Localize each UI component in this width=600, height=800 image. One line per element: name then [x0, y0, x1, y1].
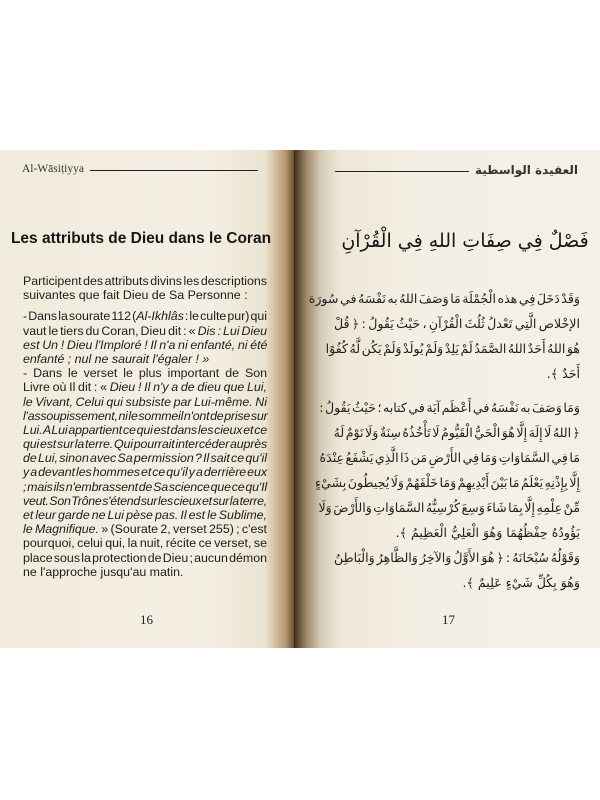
french-body-text: [23, 274, 267, 579]
quote-segment: veut. Son Trône s'étend sur les cieux et sur la terre,: [23, 493, 267, 508]
text-line: [23, 536, 267, 550]
text-segment: pourquoi, celui qui, la nuit, récite ce verset, se: [23, 536, 267, 551]
text-segment: suivantes que fait Dieu de Sa Personne :: [23, 288, 248, 303]
text-line: [23, 437, 267, 451]
quote-segment: Al-Ikhlâs: [136, 309, 184, 324]
quote-segment: l'assoupissement, ni le sommeil n'ont de prise sur: [23, 408, 268, 423]
arabic-text-line: إِلَّا بِإِذْنِهِ يَعْلَمُ مَا بَيْنَ أَيْدِيهِمْ وَمَا خَلْفَهُمْ وَلَا يُحِيطُونَ بِشَيْءٍ: [315, 475, 580, 490]
quote-segment: de Lui, sinon avec Sa permission ? Il sait ce qu'il: [23, 451, 267, 466]
quote-segment: et leur garde ne Lui pèse pas. Il est le Sublime,: [23, 508, 267, 522]
quote-segment: Dieu ! Il n'y a de dieu que Lui,: [109, 380, 267, 395]
text-line: [23, 423, 267, 437]
quote-segment: y a devant les hommes et ce qu'il y a derrière eux: [23, 465, 267, 480]
arabic-text-line: وَقَدْ دَخَلَ فِي هذه الْجُمْلَة مَا وَصَفَ اللهُ به نَفْسَهُ في سُورَة: [308, 291, 580, 306]
arabic-text-line: مَا فِي السَّمَاوَاتِ وَمَا فِي الأَرْضِ مَن ذَا الَّذِي يَشْفَعُ عِنْدَهُ: [319, 450, 580, 465]
text-segment: vaut le tiers du Coran, Dieu dit : «: [23, 323, 198, 338]
text-segment: : le culte pur) qui: [183, 309, 267, 324]
chapter-title-arabic: فَصْلٌ فِي صِفَاتِ اللهِ فِي الْقُرْآنِ: [341, 230, 589, 252]
text-line: [23, 338, 267, 352]
text-line: [23, 480, 267, 494]
arabic-body-text: [308, 286, 580, 595]
quote-segment: Dis : Lui Dieu: [197, 323, 267, 338]
text-line: [23, 522, 267, 536]
quote-segment: qui est sur la terre. Qui pourrait intercéder auprès: [23, 437, 267, 452]
quote-segment: le Magnifique.: [23, 522, 100, 537]
arabic-text-line: وَهُوَ بِكُلِّ شَيْءٍ عَلِيمٌ ﴾.: [462, 575, 580, 590]
text-line: [23, 309, 267, 323]
running-head-left: [22, 163, 258, 175]
text-segment: Livre où Il dit : «: [23, 380, 110, 395]
running-head-title: Al-Wāsiṭiyya: [22, 163, 84, 175]
quote-segment: le Vivant, Celui qui subsiste par Lui-même. Ni: [23, 394, 267, 409]
arabic-text-line: أَحَدٌ ﴾.: [546, 366, 580, 381]
text-line: [23, 395, 267, 409]
text-segment: » (Sourate 2, verset 255) ; c'est: [99, 522, 267, 537]
text-segment: ne l'approche jusqu'au matin.: [23, 564, 184, 579]
text-line: [23, 551, 267, 565]
arabic-text-line: وَمَا وَصَفَ به نَفْسَهُ في أَعْظَم آيَة في كتابه ؛ حَيْثُ يَقُولُ :: [319, 400, 580, 415]
page-number-right: 17: [442, 612, 455, 627]
arabic-text-line: وَقَوْلُهُ سُبْحَانَهُ : ﴿ هُوَ الأَوَّلُ وَالآخِرُ وَالظَّاهِرُ وَالْبَاطِنُ: [334, 550, 580, 565]
arabic-text-line: الإخْلاص الَّتِي تَعْدلُ ثُلُثَ الْقُرْآنِ ، حَيْثُ يَقُولُ : ﴿ قُلْ: [334, 316, 580, 331]
text-line: [23, 409, 267, 423]
header-rule: [335, 171, 469, 173]
right-page: [294, 150, 600, 648]
text-line: [23, 508, 267, 522]
page-number-left: 16: [140, 612, 153, 627]
text-line: [23, 465, 267, 479]
text-line: [23, 352, 267, 366]
left-page: [0, 150, 294, 648]
text-line: [23, 380, 267, 394]
quote-segment: enfanté ; nul ne saurait l'égaler ! »: [23, 351, 210, 366]
text-line: [23, 451, 267, 465]
chapter-title-french: Les attributs de Dieu dans le Coran: [10, 230, 272, 247]
arabic-text-line: مِّنْ عِلْمِهِ إِلَّا بِمَا شَاءَ وَسِعَ كُرْسِيُّهُ السَّمَاوَاتِ وَالأَرْضَ وَلَا: [318, 500, 580, 515]
text-line: [23, 288, 267, 302]
header-rule: [90, 170, 258, 172]
running-head-calligraphy: العقيدة الواسطية: [474, 163, 578, 177]
text-segment: Participent des attributs divins les descriptions: [23, 274, 267, 288]
text-line: [23, 366, 267, 380]
running-head-right: [335, 163, 578, 177]
text-segment: - Dans le verset le plus important de Son: [23, 366, 267, 381]
text-line: [23, 494, 267, 508]
quote-segment: ; mais ils n'embrassent de Sa science que ce qu'Il: [23, 479, 267, 494]
text-line: [23, 324, 267, 338]
text-line: [23, 274, 267, 288]
arabic-text-line: يَؤُودُهُ حِفْظُهُمَا وَهُوَ الْعَلِيُّ الْعَظِيمُ ﴾.: [395, 525, 580, 540]
text-segment: - Dans la sourate 112 (: [23, 309, 137, 324]
text-line: [23, 565, 267, 579]
quote-segment: Lui. A Lui appartient ce qui est dans les cieux et ce: [23, 422, 267, 437]
arabic-text-line: ﴿ اللهُ لَا إِلَهَ إِلَّا هُوَ الْحَيُّ الْقَيُّومُ لَا تَأْخُذُهُ سِنَةٌ وَلَا نَوْمٌ لَهُ: [333, 425, 580, 440]
text-segment: place sous la protection de Dieu ; aucun démon: [23, 550, 267, 565]
arabic-text-line: هُوَ اللهُ أَحَدٌ اللهُ الصَّمَدُ لَمْ يَلِدْ وَلَمْ يُولَدْ وَلَمْ يَكُن لَّهُ كُفُوًا: [325, 341, 580, 356]
quote-segment: est Un ! Dieu l'Imploré ! Il n'a ni enfanté, ni été: [23, 337, 268, 352]
